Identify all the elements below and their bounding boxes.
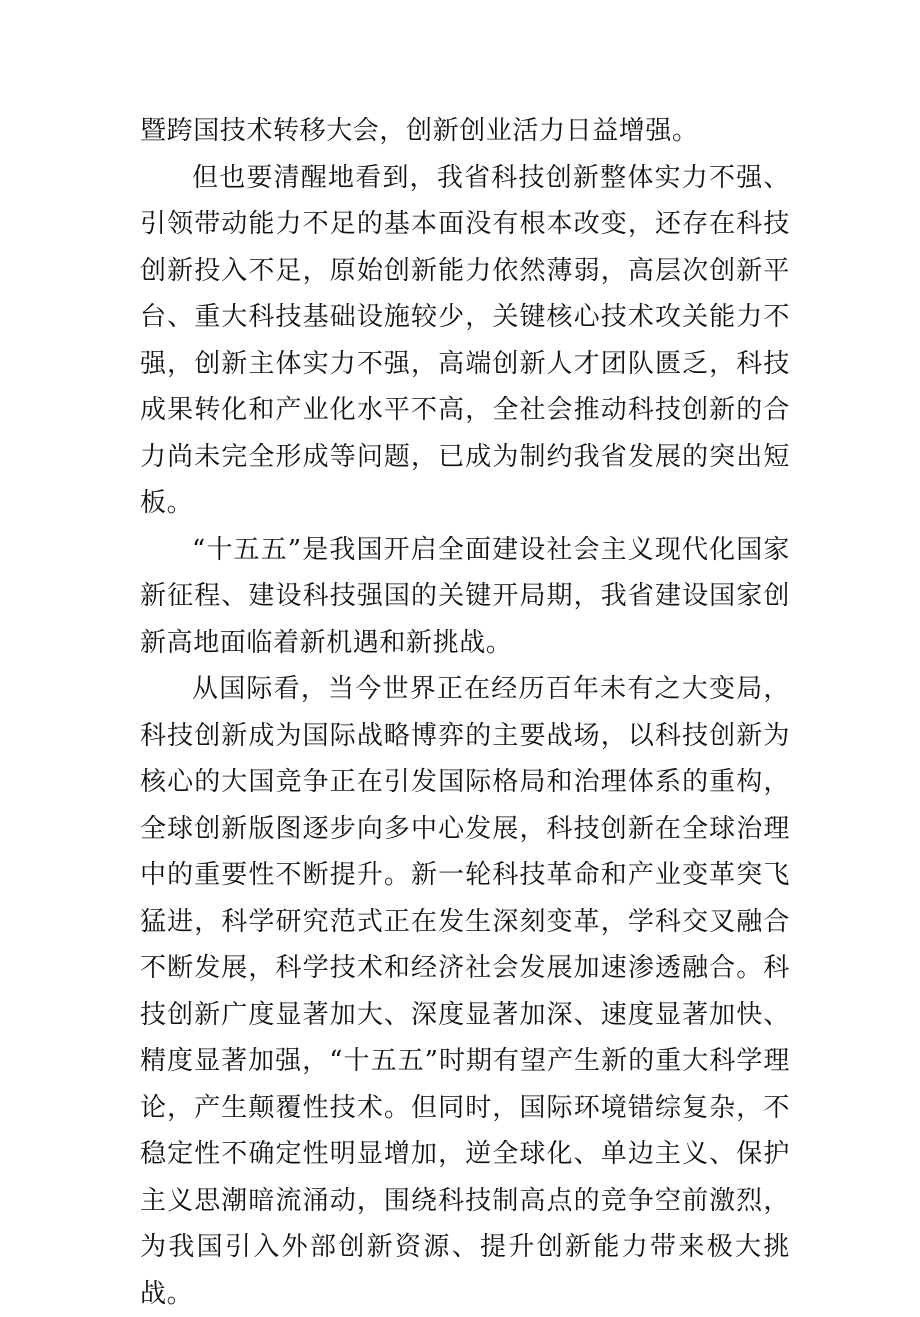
paragraph-fifteenth-five-year-plan: “十五五”是我国开启全面建设社会主义现代化国家新征程、建设科技强国的关键开局期，我省建设国家创新高地面临着新机遇和新挑战。 [140,534,790,658]
paragraph-international-outlook: 从国际看，当今世界正在经历百年未有之大变局，科技创新成为国际战略博弈的主要战场，以科技创新为核心的大国竞争正在引发国际格局和治理体系的重构，全球创新版图逐步向多中心发展，科技创新在全球治理中的重要性不断提升。新一轮科技革命和产业变革突飞猛进，科学研究范式正在发生深刻变革，学科交叉融合不断发展，科学技术和经济社会发展加速渗透融合。科技创新广度显著加大、深度显著加深、速度显著加快、精度显著加强，“十五五”时期有望产生新的重大科学理论，产生颠覆性技术。但同时，国际环境错综复杂，不稳定性不确定性明显增加，逆全球化、单边主义、保护主义思潮暗流涌动，围绕科技制高点的竞争空前激烈，为我国引入外部创新资源、提升创新能力带来极大挑战。 [140,674,790,1309]
paragraph-weaknesses: 但也要清醒地看到，我省科技创新整体实力不强、引领带动能力不足的基本面没有根本改变，还存在科技创新投入不足，原始创新能力依然薄弱，高层次创新平台、重大科技基础设施较少，关键核心技术攻关能力不强，创新主体实力不强，高端创新人才团队匮乏，科技成果转化和产业化水平不高，全社会推动科技创新的合力尚未完全形成等问题，已成为制约我省发展的突出短板。 [140,162,790,518]
document-body [140,108,790,1317]
paragraph-continuation: 暨跨国技术转移大会，创新创业活力日益增强。 [140,116,699,146]
